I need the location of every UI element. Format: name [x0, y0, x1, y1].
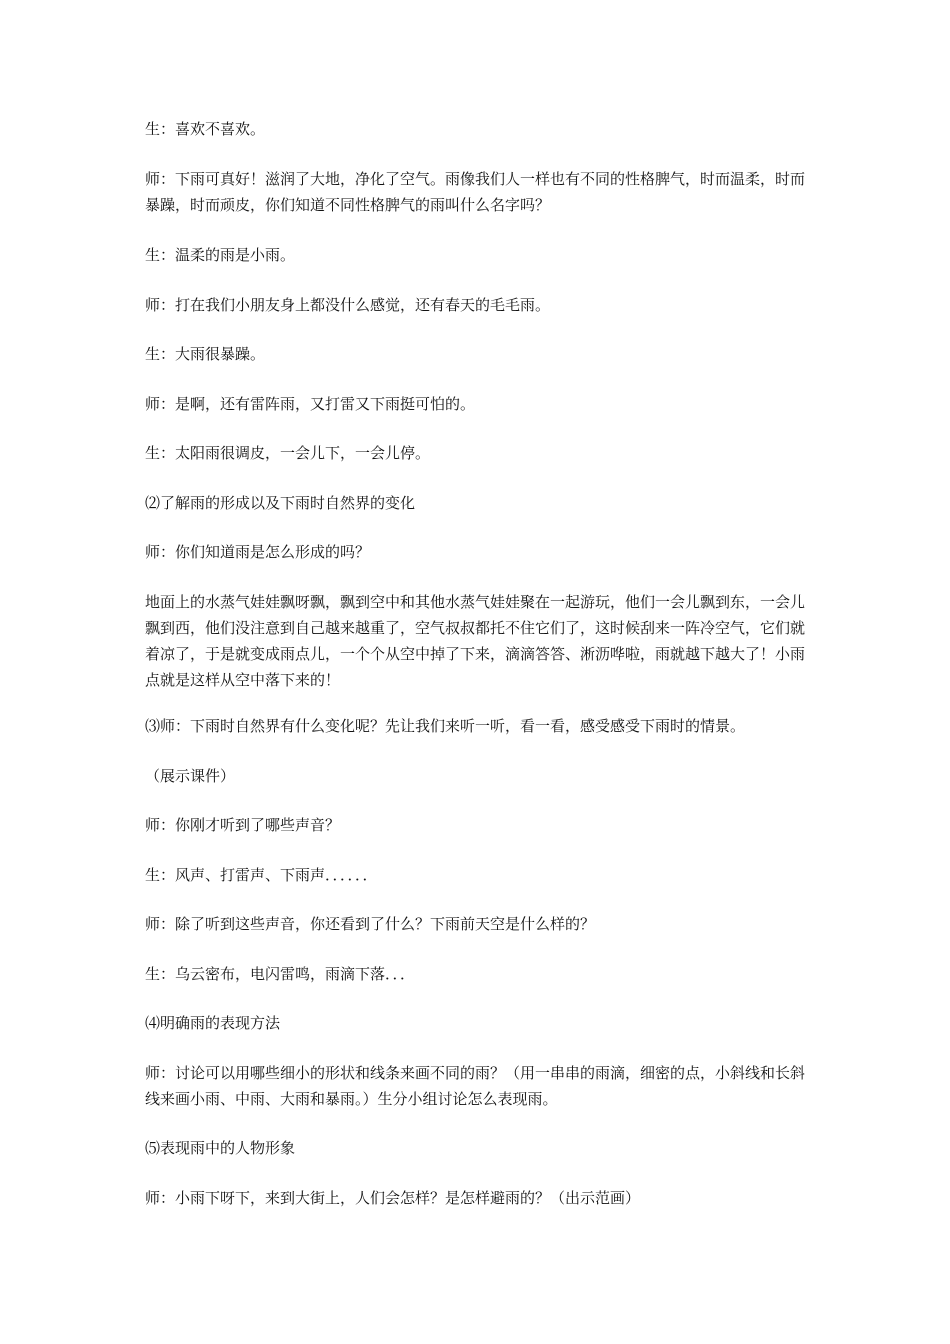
paragraph: 生：喜欢不喜欢。 — [145, 120, 266, 138]
paragraph: 师：小雨下呀下，来到大街上，人们会怎样？是怎样避雨的？（出示范画） — [145, 1189, 641, 1207]
paragraph: 生：乌云密布，电闪雷鸣，雨滴下落．．． — [145, 965, 416, 983]
section-heading: ⑷明确雨的表现方法 — [145, 1014, 281, 1032]
paragraph: 师：你刚才听到了哪些声音？ — [145, 816, 341, 834]
paragraph: 生：大雨很暴躁。 — [145, 345, 266, 363]
paragraph: 地面上的水蒸气娃娃飘呀飘，飘到空中和其他水蒸气娃娃聚在一起游玩，他们一会儿飘到东，一会儿飘到西，他们没注意到自己越来越重了，空气叔叔都托不住它们了，这时候刮来一阵冷空气，它们就着凉了，于是就变成雨点儿，一个个从空中掉了下来，滴滴答答、淅沥哗啦，雨就越下越大了！小雨点就是这样从空中落下来的！ — [145, 593, 806, 689]
paragraph: 师：你们知道雨是怎么形成的吗？ — [145, 543, 371, 561]
paragraph: 师：下雨可真好！滋润了大地，净化了空气。雨像我们人一样也有不同的性格脾气，时而温柔，时而暴躁，时而顽皮，你们知道不同性格脾气的雨叫什么名字吗？ — [145, 170, 806, 214]
paragraph: 生：温柔的雨是小雨。 — [145, 246, 296, 264]
paragraph: 生：太阳雨很调皮，一会儿下，一会儿停。 — [145, 444, 431, 462]
paragraph: 师：打在我们小朋友身上都没什么感觉，还有春天的毛毛雨。 — [145, 296, 551, 314]
section-heading: ⑶师：下雨时自然界有什么变化呢？先让我们来听一听，看一看，感受感受下雨时的情景。 — [145, 717, 746, 735]
paragraph: 师：除了听到这些声音，你还看到了什么？下雨前天空是什么样的？ — [145, 915, 596, 933]
section-heading: ⑸表现雨中的人物形象 — [145, 1139, 296, 1157]
paragraph: （展示课件） — [145, 767, 236, 785]
section-heading: ⑵了解雨的形成以及下雨时自然界的变化 — [145, 494, 416, 512]
paragraph: 生：风声、打雷声、下雨声．．．．．． — [145, 866, 378, 884]
paragraph: 师：讨论可以用哪些细小的形状和线条来画不同的雨？（用一串串的雨滴，细密的点，小斜线和长斜线来画小雨、中雨、大雨和暴雨。）生分小组讨论怎么表现雨。 — [145, 1064, 806, 1108]
paragraph: 师：是啊，还有雷阵雨，又打雷又下雨挺可怕的。 — [145, 395, 476, 413]
